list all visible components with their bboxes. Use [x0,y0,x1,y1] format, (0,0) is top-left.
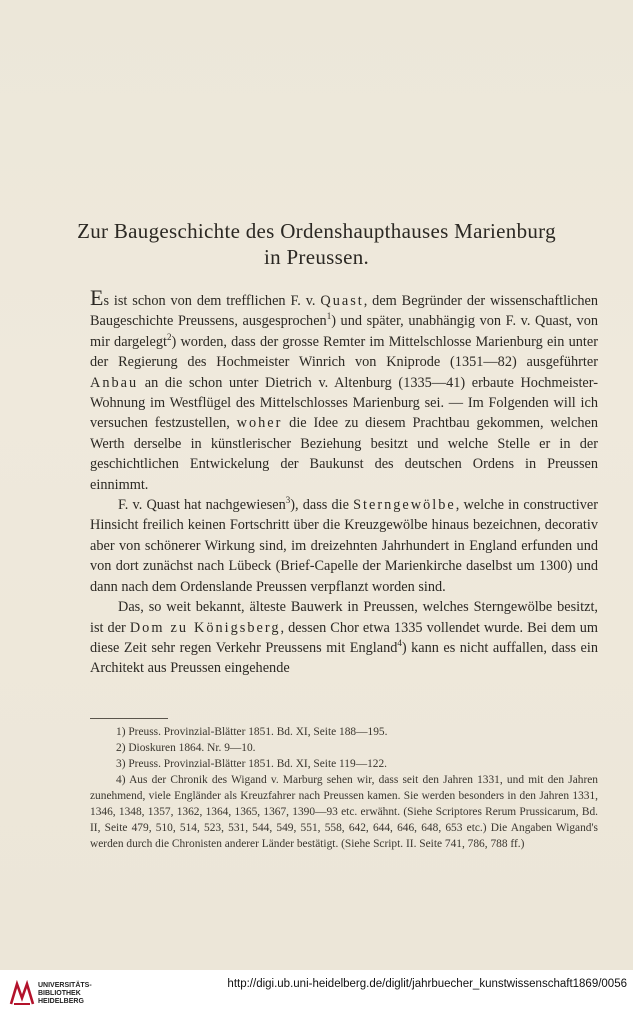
article-title [40,218,593,270]
text-run: F. v. Quast hat nachgewiesen [118,497,286,514]
text-run: s ist schon von dem trefflichen F. v. [103,293,321,309]
paragraph-3 [90,597,598,679]
title-line-2: in Preussen. [263,245,370,269]
footnote-ref-1: 1 [326,311,332,322]
footnote-ref-4: 4 [397,638,402,649]
footnote-2: 2) Dioskuren 1864. Nr. 9—10. [116,742,256,754]
library-line-3: HEIDELBERG [38,998,84,1005]
text-run: ) worden, dass der grosse Remter im Mittelschlosse Marienburg ein unter der Regierung des Hochmeister Winrich von Kniprode (1351—82) ausgeführter [90,333,599,371]
text-run: ) und später, unabhängig von F. v. Quast, von mir dargelegt [90,313,598,350]
footnotes [90,724,598,852]
footnote-ref-2: 2 [167,332,172,343]
footnote-ref-3: 3 [285,495,291,506]
article-body [90,285,599,679]
text-run: an die schon unter Dietrich v. Altenburg (1335—41) erbaute Hochmeister-Wohnung im Westflügel des Mittelschlosses Marienburg sei. — Im Folgenden will ich versuchen festzustellen, [90,374,598,432]
library-line-1: UNIVERSITÄTS- [38,982,92,989]
text-run: Das, so weit bekannt, älteste Bauwerk in Preussen, welches Sterngewölbe besitzt, ist der [90,599,598,636]
drop-cap: E [90,285,104,310]
library-name [38,982,92,1006]
source-url-link[interactable]: http://digi.ub.uni-heidelberg.de/diglit/jahrbuecher_kunstwissenschaft1869/0056 [227,978,627,990]
text-run: ) kann es nicht auffallen, dass ein Architekt aus Preussen eingehende [90,639,598,677]
text-run: ), dass die [290,497,354,514]
heidelberg-library-logo-icon [8,980,36,1008]
emphasis-anbau: Anbau [90,374,139,391]
paragraph-1 [90,285,599,495]
footnote-3: 3) Preuss. Provinzial-Blätter 1851. Bd. XI, Seite 119—122. [116,758,388,770]
emphasis-dom-koenigsberg: Dom zu Königsberg [129,619,281,636]
paragraph-2 [90,495,598,597]
text-run: , dem Begründer der wissenschaftlichen Baugeschichte Preussens, ausgesprochen [90,293,598,330]
text-run: die Idee zu diesem Prachtbau gekommen, welchen Werth derselbe in künstlerischer Beziehung besitzt und welche Stelle er in der geschichtlichen Entwickelung der Baukunst des deutschen Ordens in Preussen einnimmt. [90,415,598,493]
emphasis-sterngewoelbe: Sterngewölbe [353,497,456,514]
library-line-2: BIBLIOTHEK [38,990,81,997]
footnote-1: 1) Preuss. Provinzial-Blätter 1851. Bd. XI, Seite 188—195. [116,726,388,738]
emphasis-woher: woher [236,415,283,432]
title-line-1: Zur Baugeschichte des Ordenshaupthauses Marienburg [77,219,556,243]
footnote-divider [90,718,168,719]
text-run: , welche in constructiver Hinsicht freilich keinen Fortschritt über die Kreuzgewölbe hinaus bezeichnen, decorativ aber von schönerer Wirkung sind, im dreizehnten Jahrhundert in England erfunden und von dort zunächst nach Lübeck (Brief-Capelle der Marienkirche daselbst um 1300) und dann nach dem Ordenslande Preussen verpflanzt worden sind. [90,497,598,595]
text-run: , dessen Chor etwa 1335 vollendet wurde. Bei dem um diese Zeit sehr regen Verkehr Preussens mit England [90,619,599,656]
footnote-4: 4) Aus der Chronik des Wigand v. Marburg sehen wir, dass seit den Jahren 1331, und mit den Jahren zunehmend, viele Engländer als Kreuzfahrer nach Preussen kamen. Sie werden besonders in den Jahren 1331, 1346, 1348, 1357, 1362, 1364, 1365, 1367, 1390—93 etc. erwähnt. (Siehe Scriptores Rerum Prussicarum, Bd. II, Seite 479, 510, 514, 523, 531, 544, 549, 551, 558, 642, 644, 646, 648, 653 etc.) Die Angaben Wigand's werden durch die Chronisten anderer Länder bestätigt. (Siehe Script. II. Seite 741, 786, 788 ff.) [90,774,598,850]
emphasis-quast: Quast [320,293,364,309]
